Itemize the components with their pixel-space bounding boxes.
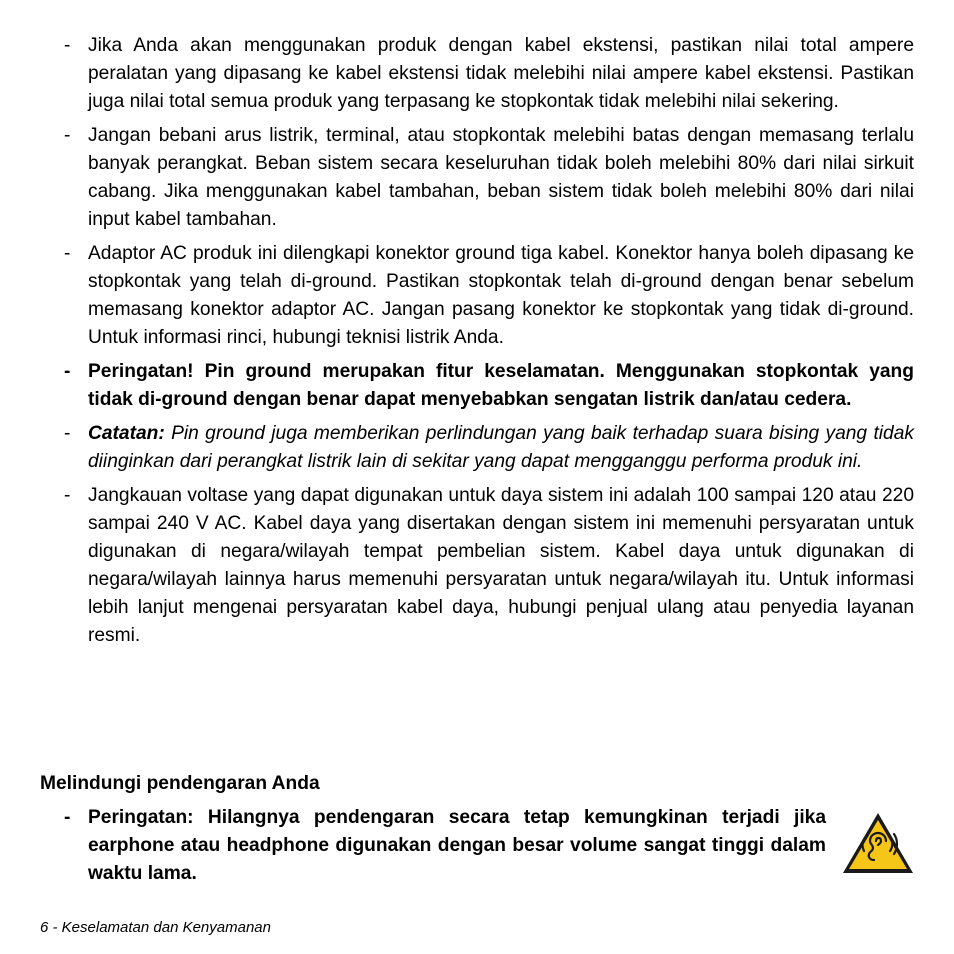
bullet-marker: - — [64, 35, 71, 56]
bullet-marker: - — [64, 485, 71, 506]
bullet-ac-adaptor — [60, 240, 914, 352]
bullet-text: Adaptor AC produk ini dilengkapi konektor ground tiga kabel. Konektor hanya boleh dipasang ke stopkontak yang telah di-ground. Pastikan stopkontak telah di-ground dengan benar sebelum memasang konektor adaptor AC. Jangan pasang konektor ke stopkontak yang tidak di-ground. Untuk informasi rinci, hubungi teknisi listrik Anda. — [88, 243, 914, 348]
section-heading-hearing: Melindungi pendengaran Anda — [40, 773, 320, 794]
note-label: Catatan: — [88, 423, 165, 444]
bullet-text: Jangkauan voltase yang dapat digunakan untuk daya sistem ini adalah 100 sampai 120 atau 220 sampai 240 V AC. Kabel daya yang disertakan dengan sistem ini memenuhi persyaratan untuk digunakan di negara/wilayah tempat pembelian sistem. Kabel daya untuk digunakan di negara/wilayah lainnya harus memenuhi persyaratan untuk negara/wilayah itu. Untuk informasi lebih lanjut mengenai persyaratan kabel daya, hubungi penjual ulang atau penyedia layanan resmi. — [88, 485, 914, 646]
safety-bullet-list — [60, 32, 914, 656]
bullet-note — [60, 420, 914, 476]
bullet-marker: - — [64, 243, 71, 264]
bullet-text: Peringatan: Hilangnya pendengaran secara tetap kemungkinan terjadi jika earphone atau headphone digunakan dengan besar volume sangat tinggi dalam waktu lama. — [88, 807, 826, 884]
hearing-bullet-list — [60, 804, 826, 894]
bullet-marker: - — [64, 807, 71, 828]
bullet-extension-cable — [60, 32, 914, 116]
bullet-marker: - — [64, 423, 71, 444]
bullet-text: Jangan bebani arus listrik, terminal, atau stopkontak melebihi batas dengan memasang terlalu banyak perangkat. Beban sistem secara keseluruhan tidak boleh melebihi 80% dari nilai sirkuit cabang. Jika menggunakan kabel tambahan, beban sistem tidak boleh melebihi 80% dari nilai input kabel tambahan. — [88, 125, 914, 230]
bullet-ground-warning — [60, 358, 914, 414]
bullet-text: Peringatan! Pin ground merupakan fitur keselamatan. Menggunakan stopkontak yang tidak di-ground dengan benar dapat menyebabkan sengatan listrik dan/atau cedera. — [88, 361, 914, 410]
page-footer: 6 - Keselamatan dan Kenyamanan — [40, 919, 271, 936]
bullet-marker: - — [64, 125, 71, 146]
bullet-text: Jika Anda akan menggunakan produk dengan kabel ekstensi, pastikan nilai total ampere peralatan yang dipasang ke kabel ekstensi tidak melebihi nilai ampere kabel ekstensi. Pastikan juga nilai total semua produk yang terpasang ke stopkontak tidak melebihi nilai sekering. — [88, 35, 914, 112]
bullet-hearing-warning — [60, 804, 826, 888]
bullet-voltage-range — [60, 482, 914, 650]
bullet-marker: - — [64, 361, 71, 382]
hearing-warning-icon — [840, 810, 916, 876]
bullet-text: Pin ground juga memberikan perlindungan yang baik terhadap suara bising yang tidak diinginkan dari perangkat listrik lain di sekitar yang dapat mengganggu performa produk ini. — [88, 423, 914, 472]
bullet-overload — [60, 122, 914, 234]
